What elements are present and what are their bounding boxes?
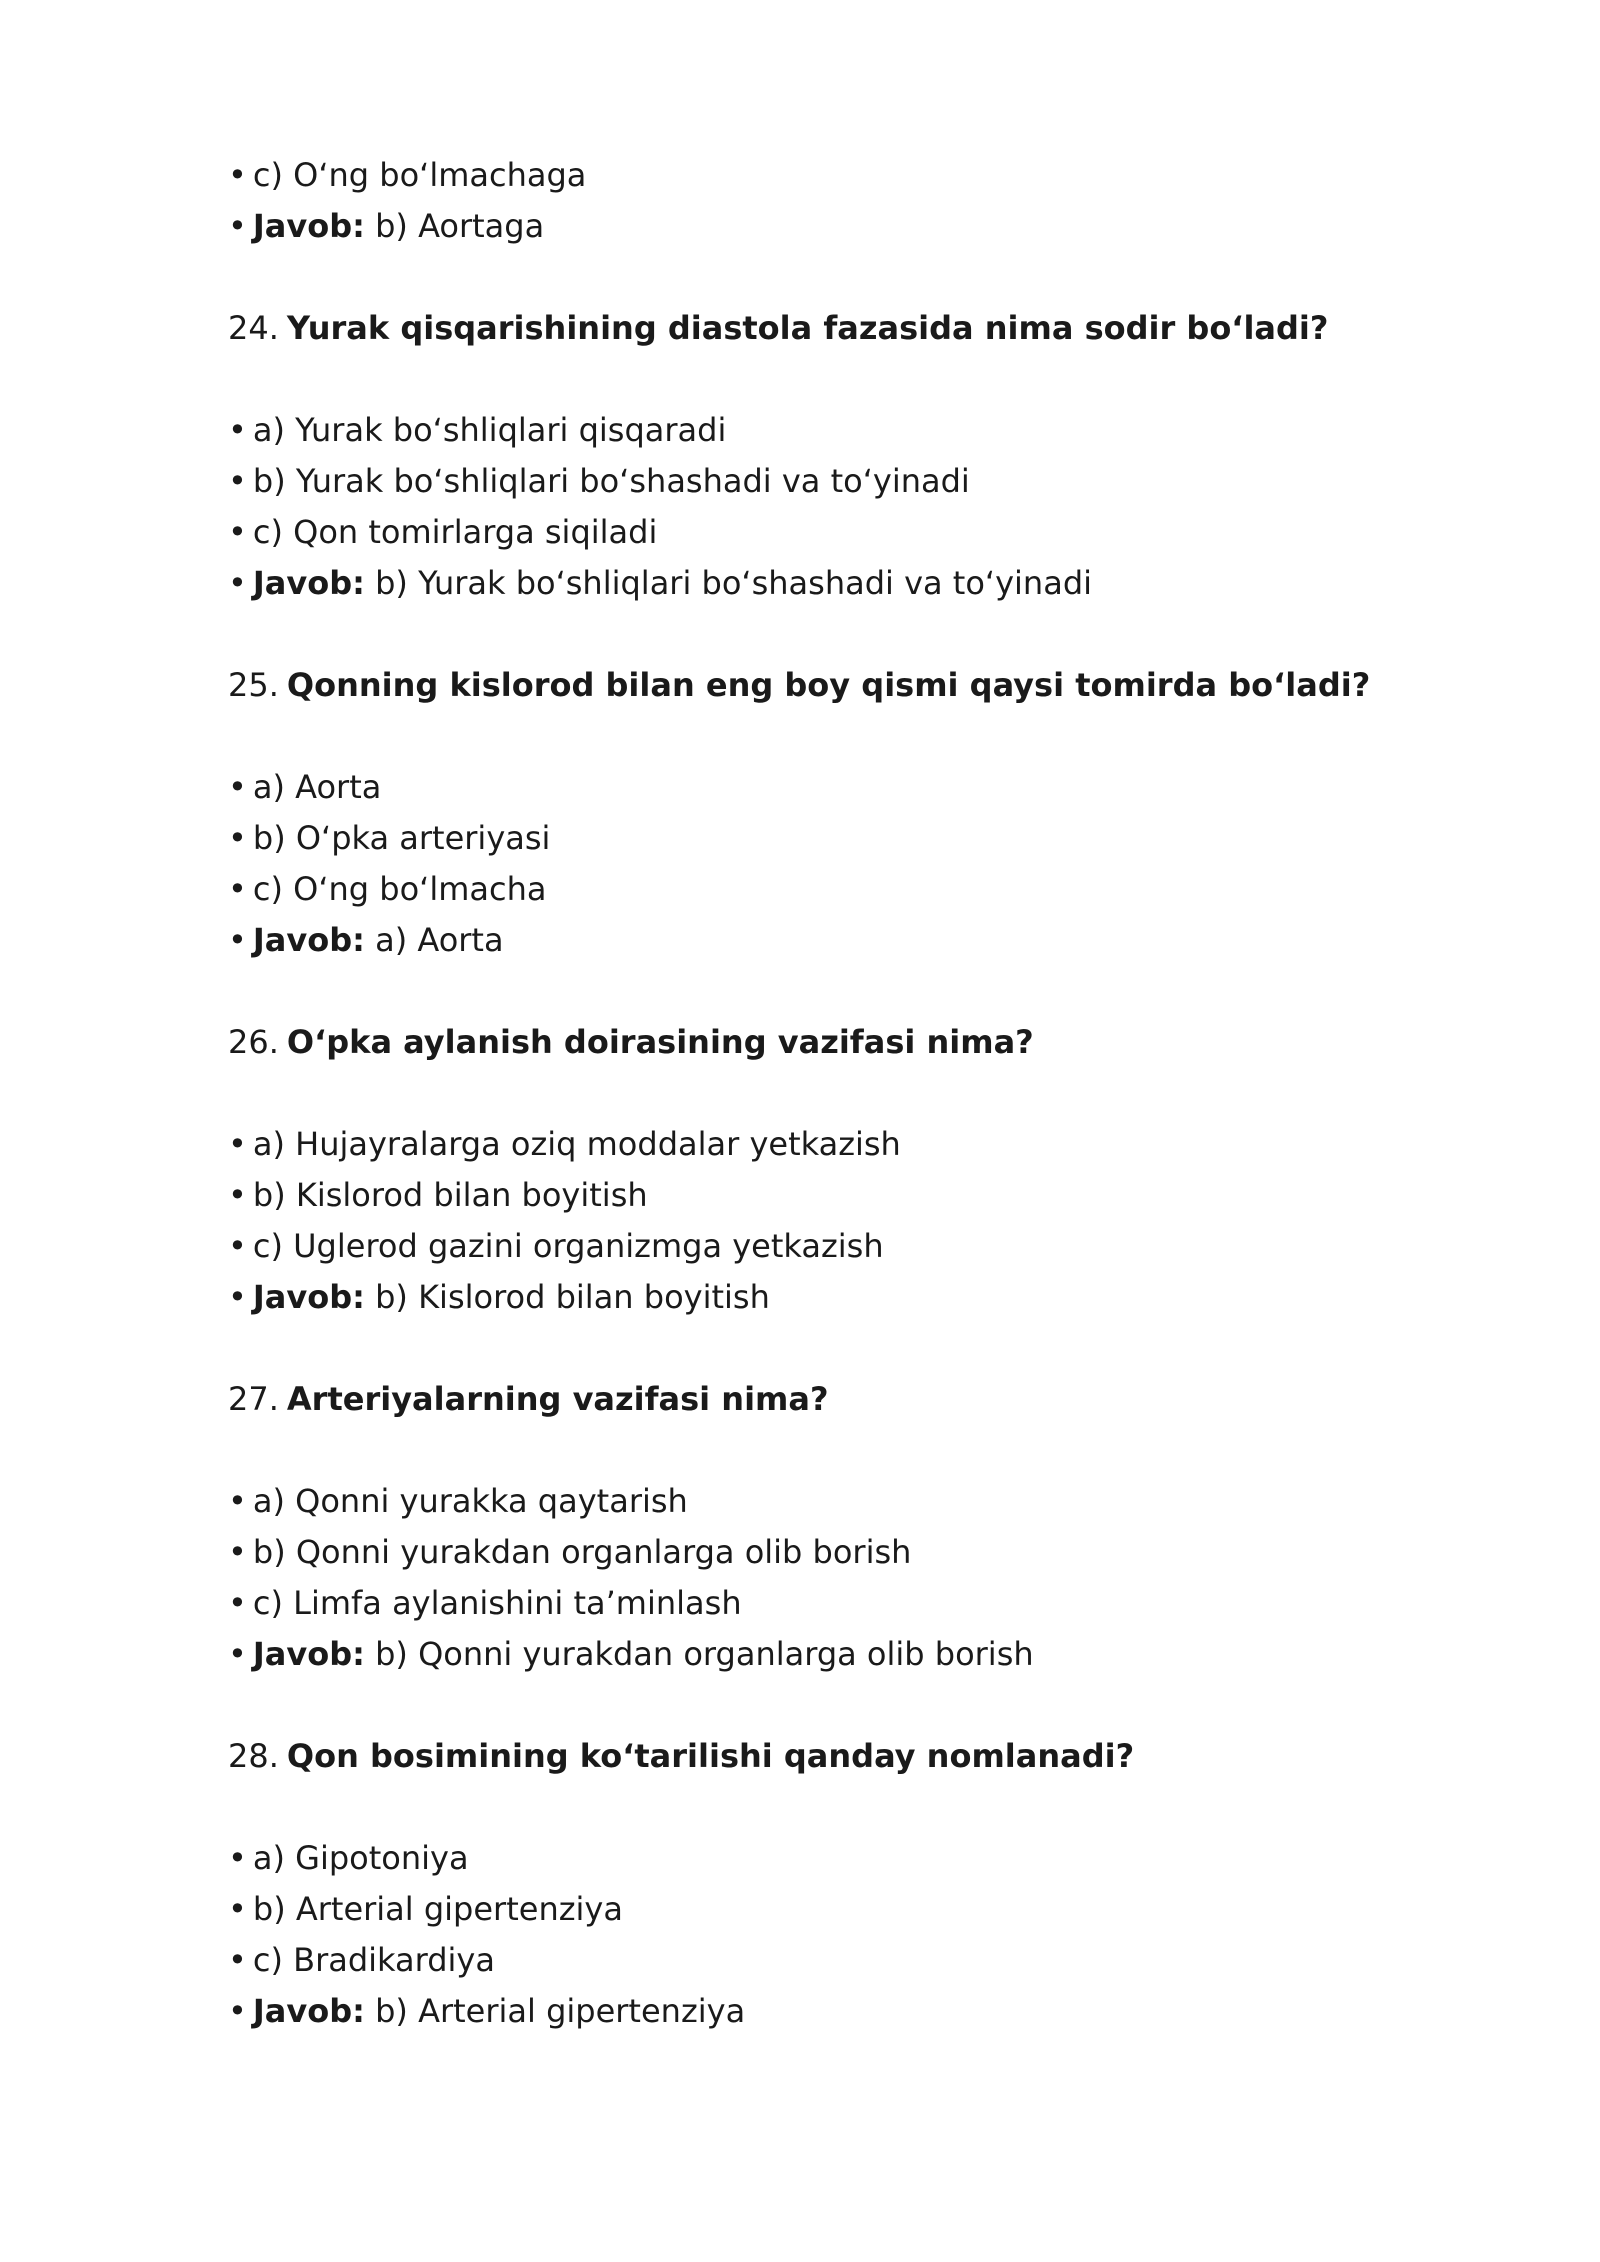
option-item (228, 864, 1428, 915)
question-heading (228, 303, 1428, 354)
answer-line (228, 558, 1428, 609)
answer-text: b) Kislorod bilan boyitish (375, 1278, 770, 1316)
option-item (228, 762, 1428, 813)
bullet: • (228, 1125, 247, 1163)
answer-text: a) Aorta (375, 921, 504, 959)
option-text: c) Bradikardiya (252, 1941, 495, 1979)
bullet: • (228, 921, 247, 959)
spacer (228, 1680, 1428, 1731)
bullet: • (228, 768, 247, 806)
bullet: • (228, 1890, 247, 1928)
answer-text: b) Aortaga (375, 207, 545, 245)
bullet: • (228, 1839, 247, 1877)
answer-line (228, 1272, 1428, 1323)
question-number: 26. (228, 1023, 279, 1061)
bullet: • (228, 1482, 247, 1520)
spacer (228, 609, 1428, 660)
spacer (228, 1068, 1428, 1119)
bullet: • (228, 564, 247, 602)
option-item (228, 1527, 1428, 1578)
spacer (228, 252, 1428, 303)
spacer (228, 1782, 1428, 1833)
question-text: O‘pka aylanish doirasining vazifasi nima? (286, 1023, 1034, 1061)
answer-label: Javob: (252, 1278, 365, 1316)
option-text: c) Limfa aylanishini ta’minlash (252, 1584, 742, 1622)
option-text: c) O‘ng bo‘lmachaga (252, 156, 587, 194)
bullet: • (228, 1533, 247, 1571)
bullet: • (228, 156, 247, 194)
answer-text: b) Qonni yurakdan organlarga olib borish (375, 1635, 1034, 1673)
question-number: 27. (228, 1380, 279, 1418)
option-item (228, 1170, 1428, 1221)
option-item (228, 1884, 1428, 1935)
option-text: a) Yurak bo‘shliqlari qisqaradi (252, 411, 727, 449)
spacer (228, 1425, 1428, 1476)
option-text: c) Qon tomirlarga siqiladi (252, 513, 658, 551)
option-item (228, 1833, 1428, 1884)
option-item (228, 1221, 1428, 1272)
bullet: • (228, 1941, 247, 1979)
question-number: 28. (228, 1737, 279, 1775)
bullet: • (228, 1635, 247, 1673)
option-item (228, 405, 1428, 456)
question-number: 25. (228, 666, 279, 704)
bullet: • (228, 819, 247, 857)
option-text: a) Gipotoniya (252, 1839, 469, 1877)
question-heading (228, 1731, 1428, 1782)
bullet: • (228, 513, 247, 551)
question-text: Qonning kislorod bilan eng boy qismi qaysi tomirda bo‘ladi? (286, 666, 1371, 704)
question-number: 24. (228, 309, 279, 347)
bullet: • (228, 1584, 247, 1622)
answer-text: b) Arterial gipertenziya (375, 1992, 746, 2030)
answer-label: Javob: (252, 1992, 365, 2030)
bullet: • (228, 1278, 247, 1316)
answer-label: Javob: (252, 1635, 365, 1673)
option-item (228, 456, 1428, 507)
answer-text: b) Yurak bo‘shliqlari bo‘shashadi va to‘yinadi (375, 564, 1093, 602)
option-text: b) Kislorod bilan boyitish (252, 1176, 648, 1214)
option-text: a) Hujayralarga oziq moddalar yetkazish (252, 1125, 901, 1163)
spacer (228, 354, 1428, 405)
option-text: c) O‘ng bo‘lmacha (252, 870, 547, 908)
answer-label: Javob: (252, 207, 365, 245)
option-item (228, 1578, 1428, 1629)
option-item (228, 507, 1428, 558)
bullet: • (228, 1176, 247, 1214)
question-heading (228, 1017, 1428, 1068)
option-text: a) Qonni yurakka qaytarish (252, 1482, 688, 1520)
spacer (228, 966, 1428, 1017)
option-text: a) Aorta (252, 768, 382, 806)
spacer (228, 711, 1428, 762)
option-item (228, 1935, 1428, 1986)
answer-line (228, 1986, 1428, 2037)
answer-line (228, 1629, 1428, 1680)
question-text: Yurak qisqarishining diastola fazasida nima sodir bo‘ladi? (286, 309, 1329, 347)
question-heading (228, 660, 1428, 711)
spacer (228, 1323, 1428, 1374)
bullet: • (228, 1227, 247, 1265)
option-text: b) Arterial gipertenziya (252, 1890, 623, 1928)
option-item (228, 150, 1428, 201)
answer-label: Javob: (252, 564, 365, 602)
answer-label: Javob: (252, 921, 365, 959)
option-item (228, 813, 1428, 864)
option-item (228, 1119, 1428, 1170)
answer-line (228, 201, 1428, 252)
option-text: b) O‘pka arteriyasi (252, 819, 551, 857)
bullet: • (228, 1992, 247, 2030)
bullet: • (228, 207, 247, 245)
question-heading (228, 1374, 1428, 1425)
bullet: • (228, 870, 247, 908)
option-item (228, 1476, 1428, 1527)
question-text: Qon bosimining ko‘tarilishi qanday nomlanadi? (286, 1737, 1135, 1775)
answer-line (228, 915, 1428, 966)
document-page (228, 150, 1428, 2037)
option-text: c) Uglerod gazini organizmga yetkazish (252, 1227, 884, 1265)
option-text: b) Qonni yurakdan organlarga olib borish (252, 1533, 912, 1571)
bullet: • (228, 411, 247, 449)
question-text: Arteriyalarning vazifasi nima? (286, 1380, 829, 1418)
option-text: b) Yurak bo‘shliqlari bo‘shashadi va to‘yinadi (252, 462, 970, 500)
bullet: • (228, 462, 247, 500)
